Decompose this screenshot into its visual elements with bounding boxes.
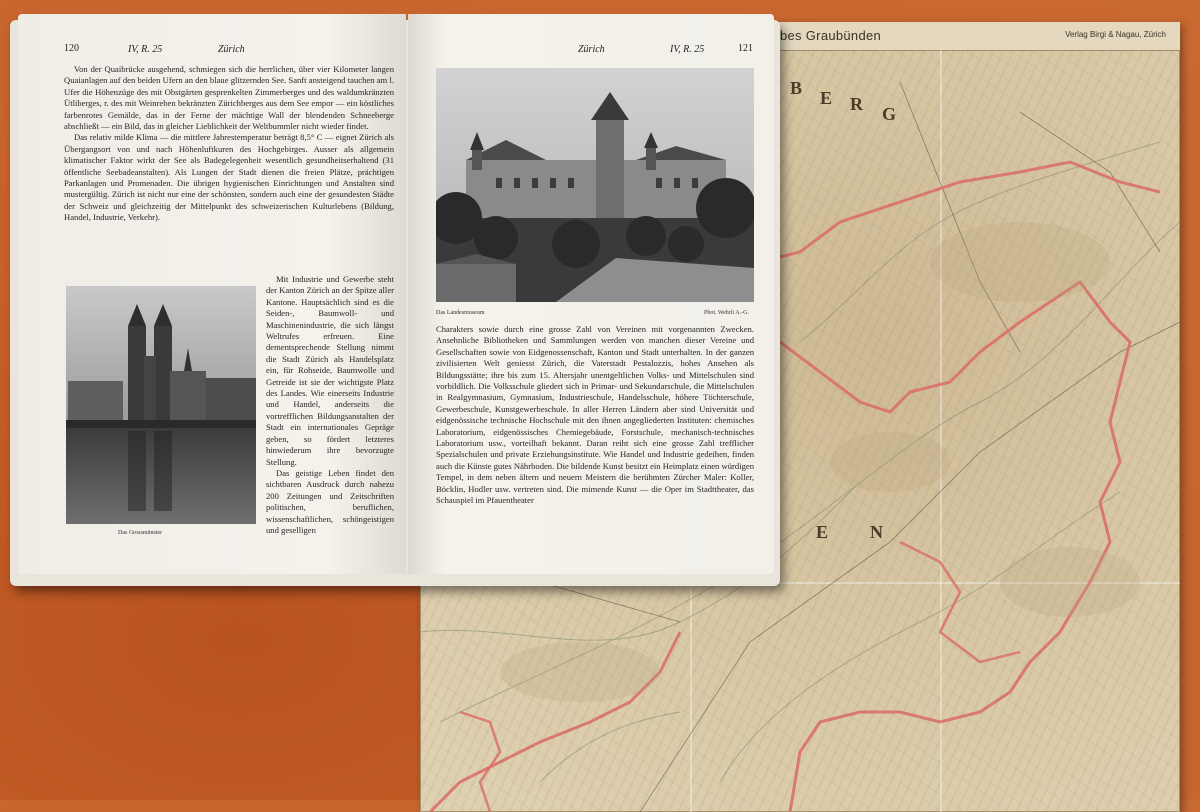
left-page [18,14,406,574]
section-marker: IV, R. 25 [128,44,163,55]
running-title: Zürich [218,44,245,55]
map-publisher: Verlag Birgi & Nagau, Zürich [1065,30,1166,39]
main-text-block [64,64,394,279]
map-title: bes Graubünden [780,28,882,43]
side-text-block [266,274,394,564]
page-number: 121 [738,43,753,54]
main-text-block [436,324,754,564]
photo-credit: Phot. Wehrli A.-G. [704,310,749,316]
paragraph: Das relativ milde Klima — die mittlere Jahrestemperatur beträgt 8,5° C — eignet Zürich als Übergangsort von und nach Höhenluftkuren des Hochgebirges. Ausser als allgemein klimatischer Faktor wirkt der See als Badegelegenheit wesentlich gesundheitserhaltend (31 öffentliche Seebadeanstalten). Als Lungen der Stadt dienen die freien Plätze, prächtigen Parkanlagen und Promenaden. Die übrigen hygienischen Einrichtungen und Anstalten sind mustergültig. Zürich ist nicht nur eine der schönsten, sondern auch eine der gesundesten Städte der Schweiz und gleichzeitig der Mittelpunkt des schweizerischen Kulturlebens (Bildung, Handel, Industrie, Verkehr). [64,132,394,223]
photo-caption: Das Landesmuseum [436,310,485,316]
map-region-letter: R [850,94,865,114]
map-region-letter: G [882,104,899,124]
grossmuenster-photo [66,286,256,524]
paragraph: Von der Quaibrücke ausgehend, schmiegen sich die herrlichen, über vier Kilometer langen Quaianlagen auf den beiden Ufern an den blaue glitzernden See. Sanft ansteigend tauchen am l. Ufer die Höhenzüge des mit Obstgärten gesprenkelten Zimmerberges und des waldumkränzten Ütliberges, r. des mit Weinreben bekränzten Zürichberges aus dem See empor — ein köstliches farbenrotes Gemälde, das in der Ferne der mächtige Wall der blendenden Schneeberge abschließt — ein Bild, das in gleicher Lieblichkeit der Weltbummler nicht wieder findet. [64,64,394,132]
page-number: 120 [64,43,79,54]
paragraph: Mit Industrie und Gewerbe steht der Kanton Zürich an der Spitze aller Kantone. Hauptsächlich sind es die Seiden-, Baumwoll- und Maschinenindustrie, die sich längst Weltrufes erfreuen. Eine dementsprechende Stellung nimmt die Stadt Zürich als Handelsplatz ein, für Rohseide, Baumwolle und Getreide ist sie der wichtigste Platz des Landes. Wie einerseits Industrie und Handel, anderseits die vortrefflichen Bildungsanstalten der Stadt ein internationales Gepräge geben, so fördert letzteres hinwiederum ihre bevorzugte Stellung. [266,274,394,467]
paragraph: Charakters sowie durch eine grosse Zahl von Vereinen mit vorgenannten Zwecken. Ansehnliche Bibliotheken und Sammlungen werden von manchen dieser Vereine und Gesellschaften sowie von Eidgenossenschaft, Kanton und Stadt unterhalten. In der ganzen zivilisierten Welt geniesst Zürich, die Vaterstadt Pestalozzis, hohes Ansehen als Bildungsstätte; ihre bis zum 15. Altersjahr unentgeltlichen Volks- und Mittelschulen sind vorbildlich. Die Volksschule gliedert sich in Primar- und Sekundarschule, die Mittelschulen in Realgymnasium, Gymnasium, Industrieschule, Handelsschule, höhere Töchterschule, Gewerbeschule, Kunstgewerbeschule. In aller Herren Ländern aber sind Universität und eidgenössische technische Hochschule mit den ihnen angegliederten Instituten: chemisches Laboratorium, eidgenössisches Chemiegebäude, Forstschule, mechanisch-technisches Laboratorium usw., vorteilhaft bekannt. Daran reiht sich eine grosse Zahl trefflicher Spezialschulen und private Erziehungsinstitute. Wie Handel und Industrie gedeihen, finden auch die Künste gutes Nährboden. Die bildende Kunst besitzt ein Heimplatz einen würdigen Tempel, in dem neben ältern und neuern Meistern die berühmten Zürcher Maler: Koller, Böcklin, Hodler usw. vertreten sind. Die mimende Kunst — die Oper im Stadttheater, das Schauspiel im Pfauentheater [436,324,754,506]
map-region-letter: E [816,522,831,542]
open-guidebook [10,14,780,582]
photo-caption: Das Grossmünster [118,530,163,536]
map-region-letter: B [790,78,805,98]
paragraph: Das geistige Leben findet den sichtbaren Ausdruck durch nahezu 200 Zeitungen und Zeitschriften politischen, beruflichen, wissenschaftlichen, schöngeistigen und geselligen [266,467,394,535]
landesmuseum-photo [436,68,754,302]
running-title: Zürich [578,44,605,55]
section-marker: IV, R. 25 [670,44,705,55]
map-region-letter: E [820,88,835,108]
map-region-letter: N [870,522,885,542]
right-page [408,14,774,574]
